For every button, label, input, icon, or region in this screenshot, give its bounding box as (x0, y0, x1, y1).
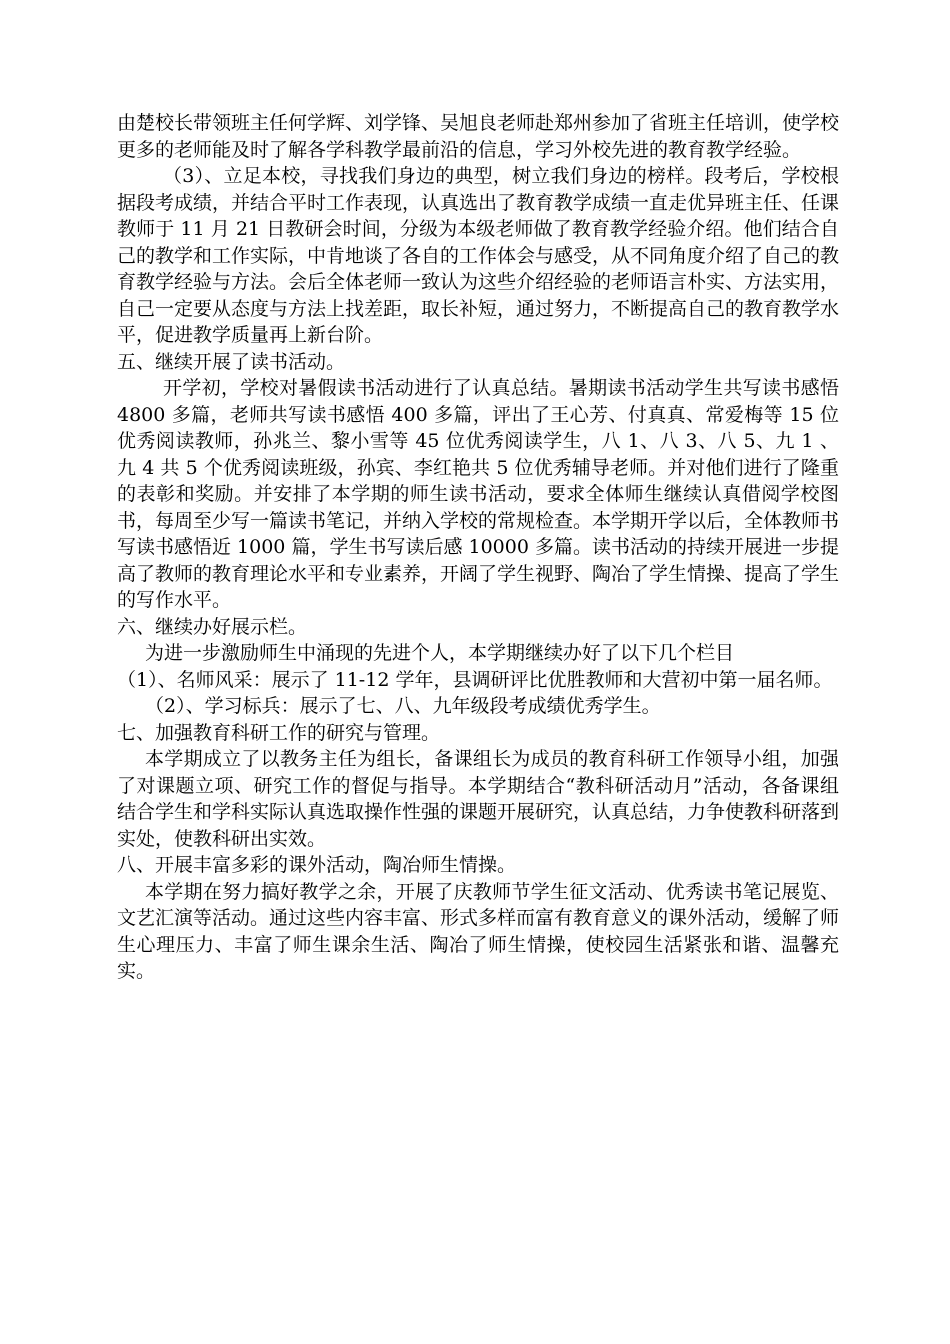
paragraph-local-role-models: （3）、立足本校，寻找我们身边的典型，树立我们身边的榜样。段考后，学校根据段考成绩，并结合平时工作表现，认真选出了教育教学成绩一直走优异班主任、任课教师于 11 月 21 日教研会时间，分级为本级老师做了教育教学经验介绍。他们结合自己的教学和工作实际，中肯地谈了各自的工作体会与感受，从不同角度介绍了自己的教育教学经验与方法。会后全体老师一致认为这些介绍经验的老师语言朴实、方法实用，自己一定要从态度与方法上找差距，取长补短，通过努力，不断提高自己的教育教学水平，促进教学质量再上新台阶。 (117, 165, 840, 346)
document-page (117, 110, 839, 985)
section-heading-display-boards: 六、继续办好展示栏。 (117, 615, 308, 638)
paragraph-reading-activities: 开学初，学校对暑假读书活动进行了认真总结。暑期读书活动学生共写读书感悟 4800 多篇，老师共写读书感悟 400 多篇，评出了王心芳、付真真、常爱梅等 15 位优秀阅读教师，孙兆兰、黎小雪等 45 位优秀阅读学生，八 1、八 3、八 5、九 1 、九 4 共 5 个优秀阅读班级，孙宾、李红艳共 5 位优秀辅导老师。并对他们进行了隆重的表彰和奖励。并安排了本学期的师生读书活动，要求全体师生继续认真借阅学校图书，每周至少写一篇读书笔记，并纳入学校的常规检查。本学期开学以后，全体教师书写读书感悟近 1000 篇，学生书写读后感 10000 多篇。读书活动的持续开展进一步提高了教师的教育理论水平和专业素养，开阔了学生视野、陶冶了学生情操、提高了学生的写作水平。 (117, 377, 840, 611)
paragraph-training-continuation: 由楚校长带领班主任何学辉、刘学锋、吴旭良老师赴郑州参加了省班主任培训，使学校更多的老师能及时了解各学科教学最前沿的信息，学习外校先进的教育教学经验。 (117, 112, 840, 161)
paragraph-famous-teachers: （1）、名师风采：展示了 11-12 学年，县调研评比优胜教师和大营初中第一届名师。 (117, 668, 833, 691)
paragraph-extracurricular: 本学期在努力搞好教学之余，开展了庆教师节学生征文活动、优秀读书笔记展览、文艺汇演等活动。通过这些内容丰富、形式多样而富有教育意义的课外活动，缓解了师生心理压力、丰富了师生课余生活、陶冶了师生情操，使校园生活紧张和谐、温馨充实。 (117, 880, 840, 982)
section-heading-research-management: 七、加强教育科研工作的研究与管理。 (117, 721, 441, 744)
paragraph-study-models: （2）、学习标兵：展示了七、八、九年级段考成绩优秀学生。 (145, 695, 661, 717)
paragraph-display-boards-intro: 为进一步激励师生中涌现的先进个人，本学期继续办好了以下几个栏目 (145, 642, 735, 664)
section-heading-reading-activities: 五、继续开展了读书活动。 (117, 350, 346, 373)
paragraph-research-management: 本学期成立了以教务主任为组长，备课组长为成员的教育科研工作领导小组，加强了对课题立项、研究工作的督促与指导。本学期结合“教科研活动月”活动，各备课组结合学生和学科实际认真选取操作性强的课题开展研究，认真总结，力争使教科研落到实处，使教科研出实效。 (117, 748, 840, 850)
section-heading-extracurricular: 八、开展丰富多彩的课外活动，陶冶师生情操。 (117, 854, 517, 876)
